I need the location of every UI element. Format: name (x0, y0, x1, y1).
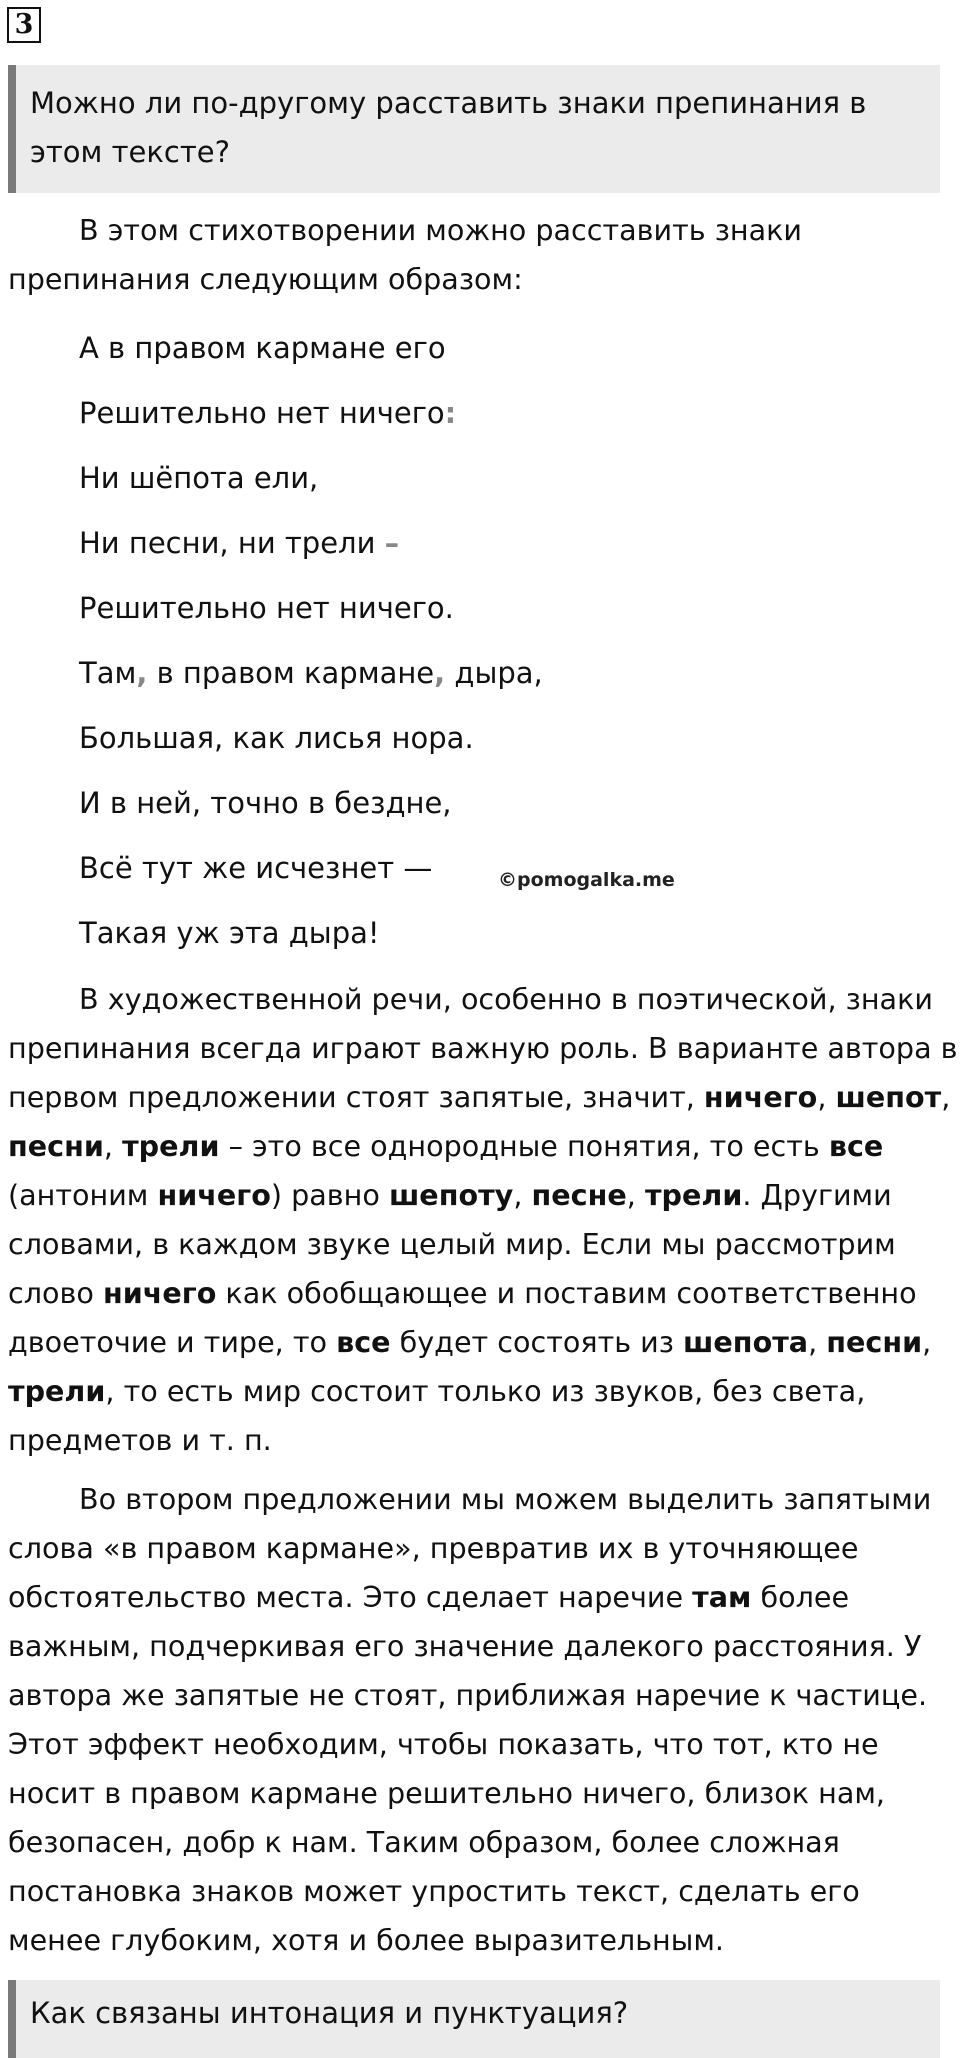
poem-line: Там, в правом кармане, дыра, (79, 656, 543, 690)
question-text: Как связаны интонация и пунктуация? (30, 1996, 629, 2030)
poem-line: Решительно нет ничего. (79, 591, 454, 625)
poem-line: А в правом кармане его (79, 331, 446, 365)
intro-paragraph: В этом стихотворении можно расставить знаки препинания следующим образом: (8, 213, 802, 296)
poem-line: Ни шёпота ели, (79, 461, 319, 495)
added-punctuation: , (434, 656, 446, 690)
poem-line: И в ней, точно в бездне, (79, 786, 452, 820)
poem-line: Ни песни, ни трели – (79, 526, 400, 560)
added-punctuation: : (444, 396, 457, 430)
poem-line: Такая уж эта дыра! (79, 916, 380, 950)
question-box-2 (8, 1980, 940, 2058)
question-box-1 (8, 65, 940, 193)
added-punctuation: , (136, 656, 148, 690)
watermark: ©pomogalka.me (498, 869, 675, 891)
question-text: Можно ли по-другому расставить знаки препинания в этом тексте? (30, 86, 867, 169)
poem-line: Решительно нет ничего: (79, 396, 457, 430)
poem-line: Всё тут же исчезнет — (79, 851, 433, 885)
added-punctuation: – (384, 526, 400, 560)
poem-line: Большая, как лисья нора. (79, 721, 474, 755)
explanation-paragraph-2: Во втором предложении мы можем выделить запятыми слова «в правом кармане», превратив их в уточняющее обстоятельство места. Это сделает наречие там более важным, подчеркивая его значение далекого расстояния. У автора же запятые не стоят, приближая наречие к частице. Этот эффект необходим, чтобы показать, что тот, кто не носит в правом кармане решительно ничего, близок нам, безопасен, добр к нам. Таким образом, более сложная постановка знаков может упростить текст, сделать его менее глубоким, хотя и более выразительным. (8, 1482, 932, 1957)
explanation-paragraph-1: В художественной речи, особенно в поэтической, знаки препинания всегда играют важную роль. В варианте автора в первом предложении стоят запятые, значит, ничего, шепот, песни, трели – это все однородные понятия, то есть все (антоним ничего) равно шепоту, песне, трели. Другими словами, в каждом звуке целый мир. Если мы рассмотрим слово ничего как обобщающее и поставим соответственно двоеточие и тире, то все будет состоять из шепота, песни, трели, то есть мир состоит только из звуков, без света, предметов и т. п. (8, 982, 958, 1457)
task-number-badge: 3 (7, 7, 41, 43)
